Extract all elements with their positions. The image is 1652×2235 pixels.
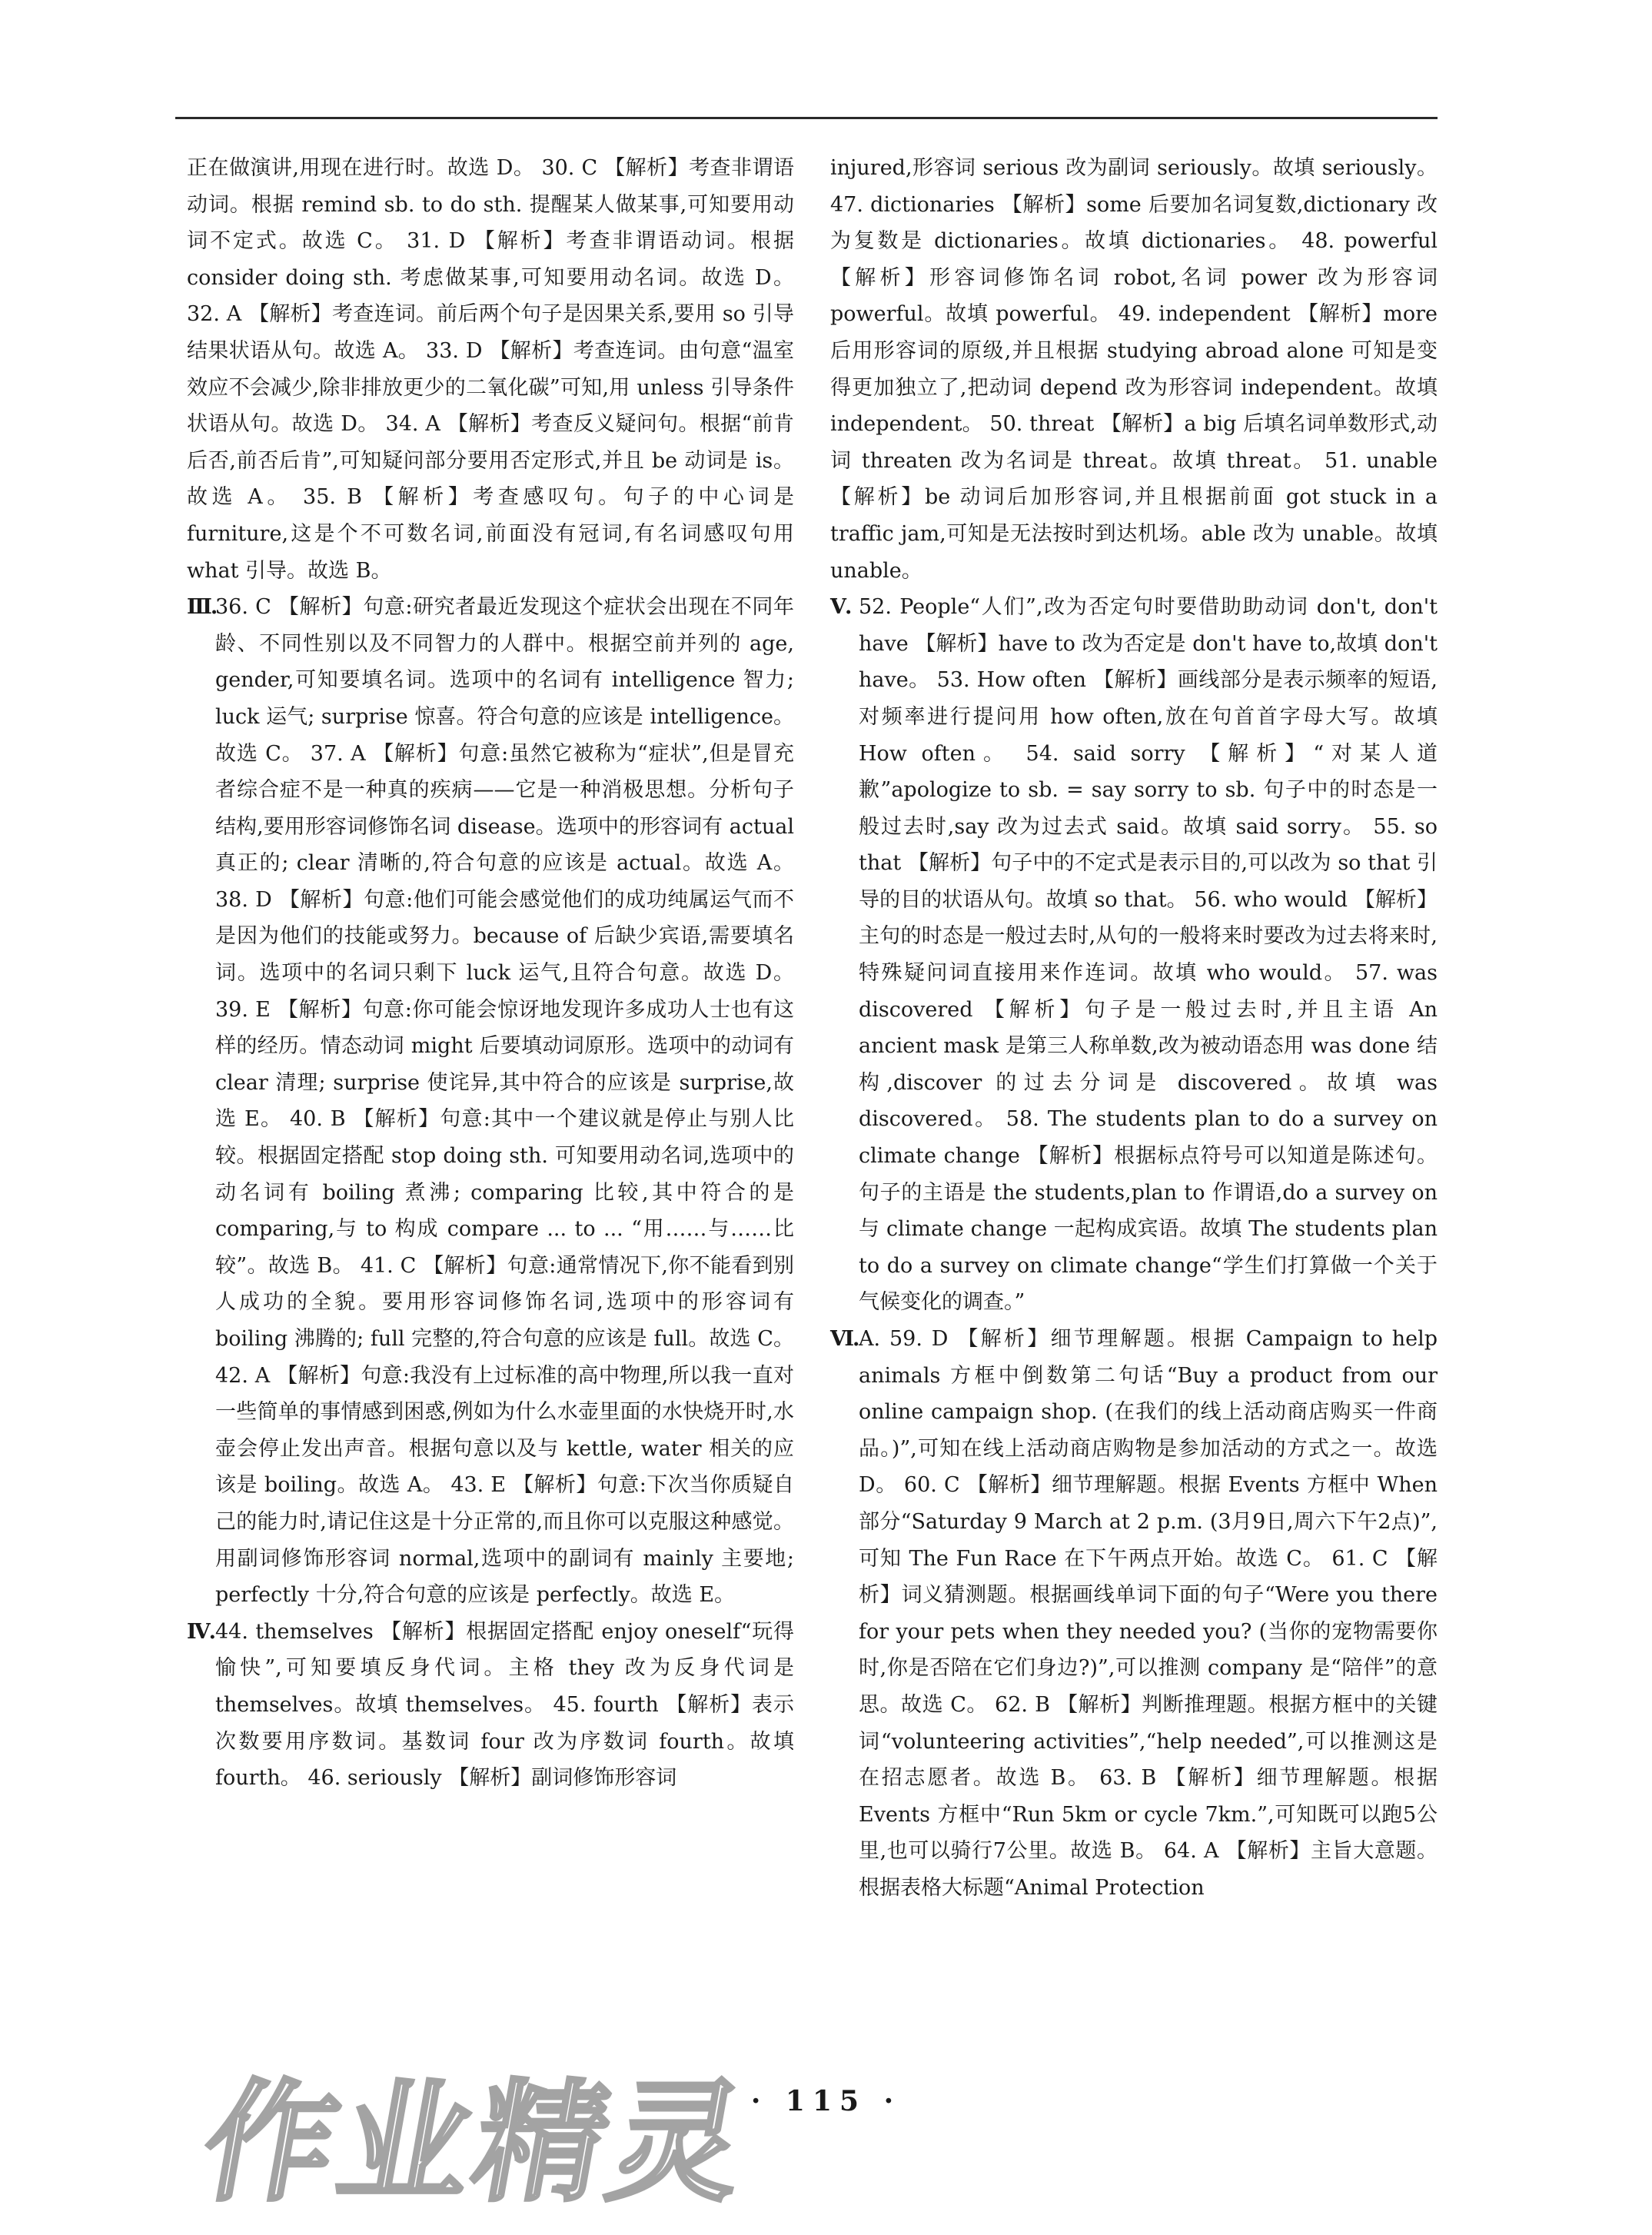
section-4-text: 44. themselves 【解析】根据固定搭配 enjoy oneself“玩得愉快”,可知要填反身代词。主格 they 改为反身代词是 themselves。故填 themselves。 45. fourth 【解析】表示次数要用序数词。基数词 four 改为序数词 fourth。故填 fourth。 46. seriously 【解析】副词修饰形容词	[215, 1619, 794, 1791]
section-3-text: 36. C 【解析】句意:研究者最近发现这个症状会出现在不同年龄、不同性别以及不同智力的人群中。根据空前并列的 age, gender,可知要填名词。选项中的名词有 intelligence 智力; luck 运气; surprise 惊喜。符合句意的应该是 intelligence。故选 C。 37. A 【解析】句意:虽然它被称为“症状”,但是冒充者综合症不是一种真的疾病——它是一种消极思想。分析句子结构,要用形容词修饰名词 disease。选项中的形容词有 actual 真正的; clear 清晰的,符合句意的应该是 actual。故选 A。 38. D 【解析】句意:他们可能会感觉他们的成功纯属运气而不是因为他们的技能或努力。because of 后缺少宾语,需要填名词。选项中的名词只剩下 luck 运气,且符合句意。故选 D。 39. E 【解析】句意:你可能会惊讶地发现许多成功人士也有这样的经历。情态动词 might 后要填动词原形。选项中的动词有 clear 清理; surprise 使诧异,其中符合的应该是 surprise,故选 E。 40. B 【解析】句意:其中一个建议就是停止与别人比较。根据固定搭配 stop doing sth. 可知要用动名词,选项中的动名词有 boiling 煮沸; comparing 比较,其中符合的是 comparing,与 to 构成 compare ... to ... “用……与……比较”。故选 B。 41. C 【解析】句意:通常情况下,你不能看到别人成功的全貌。要用形容词修饰名词,选项中的形容词有 boiling 沸腾的; full 完整的,符合句意的应该是 full。故选 C。 42. A 【解析】句意:我没有上过标准的高中物理,所以我一直对一些简单的事情感到困惑,例如为什么水壶里面的水快烧开时,水壶会停止发出声音。根据句意以及与 kettle, water 相关的应该是 boiling。故选 A。 43. E 【解析】句意:下次当你质疑自己的能力时,请记住这是十分正常的,而且你可以克服这种感觉。用副词修饰形容词 normal,选项中的副词有 mainly 主要地; perfectly 十分,符合句意的应该是 perfectly。故选 E。	[215, 595, 794, 1608]
section-3-number: Ⅲ.	[187, 595, 217, 620]
section-3	[187, 589, 794, 1614]
left-column	[187, 150, 794, 1797]
right-column	[830, 150, 1438, 1907]
page-number: · 115 ·	[750, 2085, 902, 2117]
section-5-number: Ⅴ.	[830, 595, 851, 620]
section-5-text: 52. People“人们”,改为否定句时要借助助动词 don't, don't have 【解析】have to 改为否定是 don't have to,故填 don't have。 53. How often 【解析】画线部分是表示频率的短语,对频率进行提问用 how often,放在句首首字母大写。故填 How often。 54. said sorry 【解析】“对某人道歉”apologize to sb. = say sorry to sb. 句子中的时态是一般过去时,say 改为过去式 said。故填 said sorry。 55. so that 【解析】句子中的不定式是表示目的,可以改为 so that 引导的目的状语从句。故填 so that。 56. who would 【解析】主句的时态是一般过去时,从句的一般将来时要改为过去将来时,特殊疑问词直接用来作连词。故填 who would。 57. was discovered 【解析】句子是一般过去时,并且主语 An ancient mask 是第三人称单数,改为被动语态用 was done 结构,discover 的过去分词是 discovered。故填 was discovered。 58. The students plan to do a survey on climate change 【解析】根据标点符号可以知道是陈述句。句子的主语是 the students,plan to 作谓语,do a survey on 与 climate change 一起构成宾语。故填 The students plan to do a survey on climate change“学生们打算做一个关于气候变化的调查。”	[859, 595, 1438, 1315]
section-5	[830, 589, 1438, 1321]
watermark-logo: 作业精灵	[191, 2067, 760, 2220]
left-intro-paragraph: 正在做演讲,用现在进行时。故选 D。 30. C 【解析】考查非谓语动词。根据 remind sb. to do sth. 提醒某人做某事,可知要用动词不定式。故选 C。 31. D 【解析】考查非谓语动词。根据 consider doing sth. 考虑做某事,可知要用动名词。故选 D。 32. A 【解析】考查连词。前后两个句子是因果关系,要用 so 引导结果状语从句。故选 A。 33. D 【解析】考查连词。由句意“温室效应不会减少,除非排放更少的二氧化碳”可知,用 unless 引导条件状语从句。故选 D。 34. A 【解析】考查反义疑问句。根据“前肯后否,前否后肯”,可知疑问部分要用否定形式,并且 be 动词是 is。故选 A。 35. B 【解析】考查感叹句。句子的中心词是 furniture,这是个不可数名词,前面没有冠词,有名词感叹句用 what 引导。故选 B。	[187, 156, 794, 583]
section-4-number: Ⅳ.	[187, 1619, 215, 1644]
section-6-number: Ⅵ.	[830, 1327, 859, 1351]
section-4	[187, 1614, 794, 1797]
section-6	[830, 1321, 1438, 1907]
top-rule	[175, 117, 1438, 119]
right-intro-paragraph: injured,形容词 serious 改为副词 seriously。故填 seriously。 47. dictionaries 【解析】some 后要加名词复数,dictionary 改为复数是 dictionaries。故填 dictionaries。 48. powerful 【解析】形容词修饰名词 robot,名词 power 改为形容词 powerful。故填 powerful。 49. independent 【解析】more 后用形容词的原级,并且根据 studying abroad alone 可知是变得更加独立了,把动词 depend 改为形容词 independent。故填 independent。 50. threat 【解析】a big 后填名词单数形式,动词 threaten 改为名词是 threat。故填 threat。 51. unable 【解析】be 动词后加形容词,并且根据前面 got stuck in a traffic jam,可知是无法按时到达机场。able 改为 unable。故填 unable。	[830, 156, 1438, 583]
section-6-text: A. 59. D 【解析】细节理解题。根据 Campaign to help animals 方框中倒数第二句话“Buy a product from our online campaign shop. (在我们的线上活动商店购买一件商品。)”,可知在线上活动商店购物是参加活动的方式之一。故选 D。 60. C 【解析】细节理解题。根据 Events 方框中 When 部分“Saturday 9 March at 2 p.m. (3月9日,周六下午2点)”,可知 The Fun Race 在下午两点开始。故选 C。 61. C 【解析】词义猜测题。根据画线单词下面的句子“Were you there for your pets when they needed you? (当你的宠物需要你时,你是否陪在它们身边?)”,可以推测 company 是“陪伴”的意思。故选 C。 62. B 【解析】判断推理题。根据方框中的关键词“volunteering activities”,“help needed”,可以推测这是在招志愿者。故选 B。 63. B 【解析】细节理解题。根据 Events 方框中“Run 5km or cycle 7km.”,可知既可以跑5公里,也可以骑行7公里。故选 B。 64. A 【解析】主旨大意题。根据表格大标题“Animal Protection	[859, 1327, 1438, 1900]
